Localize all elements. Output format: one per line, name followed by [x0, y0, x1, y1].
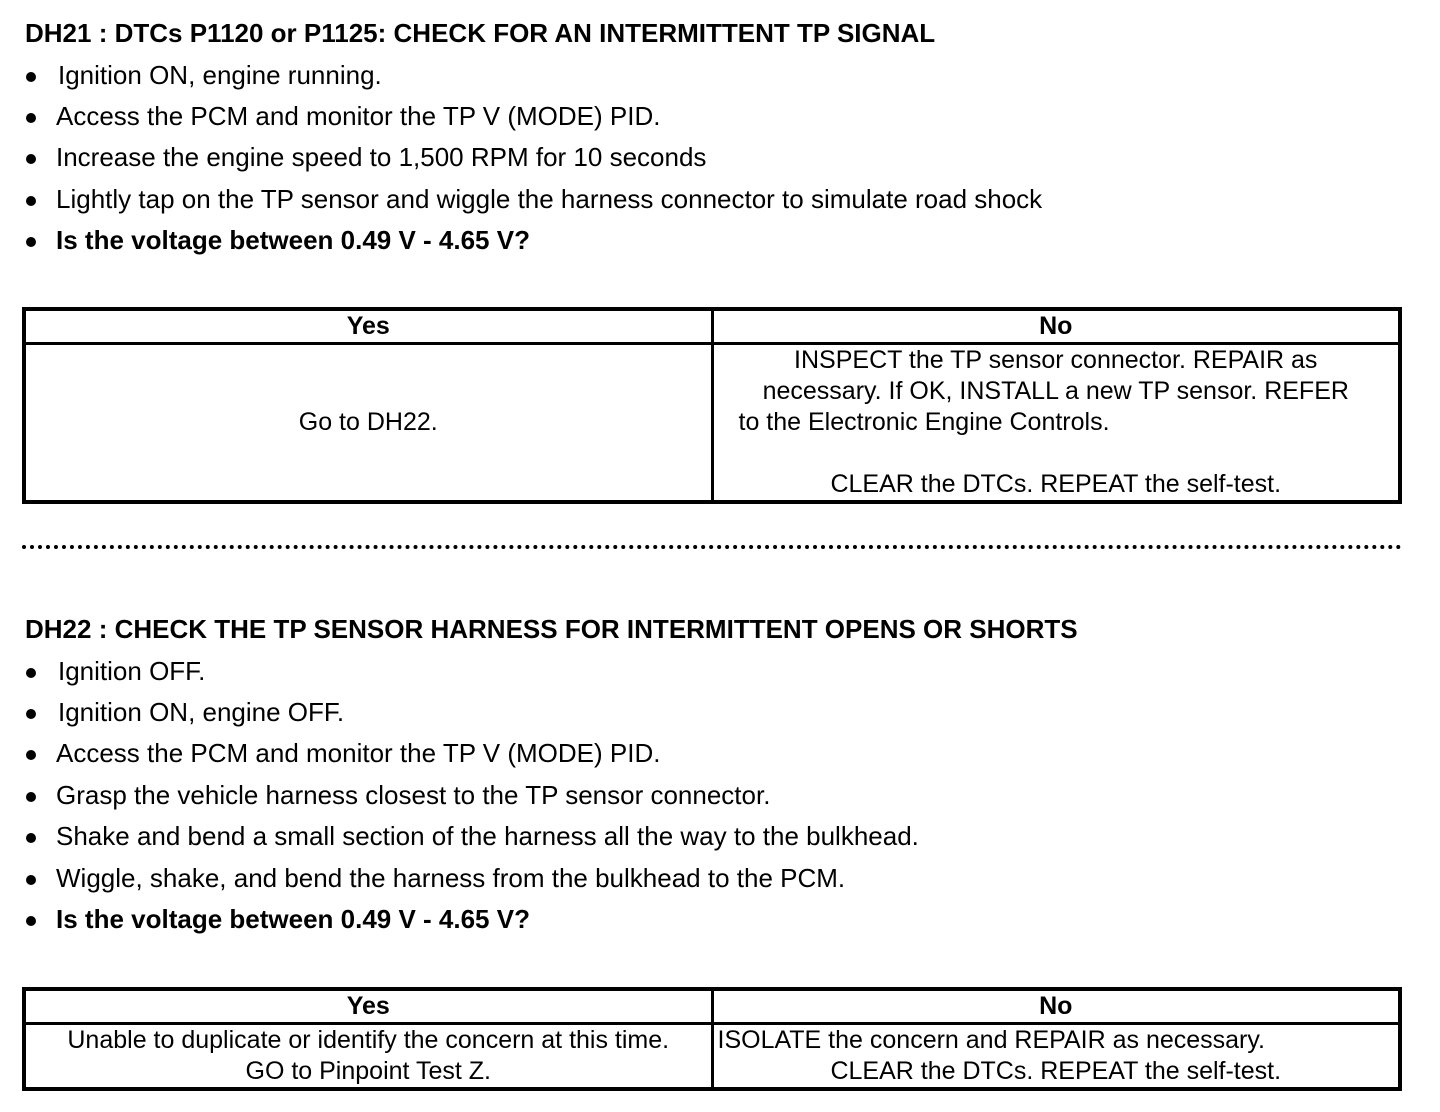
- step-text: Grasp the vehicle harness closest to the TP sensor connector.: [56, 780, 771, 810]
- bullet-icon: [26, 668, 36, 678]
- step-text: Access the PCM and monitor the TP V (MODE) PID.: [56, 738, 661, 768]
- table-header-row: [24, 989, 1400, 1024]
- yes-action-line: GO to Pinpoint Test Z.: [245, 1057, 491, 1085]
- dh22-heading: DH22 : CHECK THE TP SENSOR HARNESS FOR INTERMITTENT OPENS OR SHORTS: [25, 614, 1078, 644]
- dh21-result-table: [22, 307, 1402, 504]
- step-text: Ignition ON, engine OFF.: [58, 697, 345, 727]
- dh21-heading: DH21 : DTCs P1120 or P1125: CHECK FOR AN INTERMITTENT TP SIGNAL: [25, 18, 936, 48]
- bullet-icon: [26, 750, 36, 760]
- no-cell: [712, 1024, 1400, 1090]
- bullet-icon: [26, 875, 36, 885]
- yes-action: Go to DH22.: [298, 408, 438, 436]
- section-divider: [22, 545, 1402, 549]
- step-question: Is the voltage between 0.49 V - 4.65 V?: [56, 225, 530, 255]
- cell-spacer: [714, 438, 1399, 469]
- bullet-icon: [26, 113, 36, 123]
- no-action-line: INSPECT the TP sensor connector. REPAIR as: [794, 346, 1318, 374]
- bullet-icon: [26, 154, 36, 164]
- no-action-line: necessary. If OK, INSTALL a new TP sensor. REFER: [762, 377, 1349, 405]
- yes-action-line: Unable to duplicate or identify the concern at this time.: [67, 1026, 670, 1054]
- yes-cell: [24, 1024, 712, 1090]
- step-text: Lightly tap on the TP sensor and wiggle the harness connector to simulate road shock: [56, 184, 1043, 214]
- step-text: Ignition OFF.: [58, 656, 206, 686]
- bullet-icon: [26, 196, 36, 206]
- dh22-result-table: [22, 987, 1402, 1091]
- no-action-line: CLEAR the DTCs. REPEAT the self-test.: [830, 470, 1282, 498]
- table-row: [24, 1024, 1400, 1090]
- yes-cell: [24, 344, 712, 503]
- bullet-icon: [26, 792, 36, 802]
- step-text: Ignition ON, engine running.: [58, 60, 382, 90]
- step-text: Wiggle, shake, and bend the harness from the bulkhead to the PCM.: [56, 863, 846, 893]
- no-action-line: ISOLATE the concern and REPAIR as necessary.: [717, 1026, 1265, 1054]
- table-row: [24, 344, 1400, 503]
- step-text: Access the PCM and monitor the TP V (MODE) PID.: [56, 101, 661, 131]
- yes-header: Yes: [24, 309, 712, 344]
- bullet-icon: [26, 237, 36, 247]
- no-header: No: [712, 309, 1400, 344]
- table-header-row: [24, 309, 1400, 344]
- no-cell: [712, 344, 1400, 503]
- bullet-icon: [26, 833, 36, 843]
- no-action-line: CLEAR the DTCs. REPEAT the self-test.: [830, 1057, 1282, 1085]
- step-question: Is the voltage between 0.49 V - 4.65 V?: [56, 904, 530, 934]
- bullet-icon: [26, 916, 36, 926]
- no-header: No: [712, 989, 1400, 1024]
- step-text: Shake and bend a small section of the harness all the way to the bulkhead.: [56, 821, 919, 851]
- no-action-line: to the Electronic Engine Controls.: [738, 408, 1110, 436]
- yes-header: Yes: [24, 989, 712, 1024]
- step-text: Increase the engine speed to 1,500 RPM for 10 seconds: [56, 142, 707, 172]
- bullet-icon: [26, 709, 36, 719]
- bullet-icon: [26, 72, 36, 82]
